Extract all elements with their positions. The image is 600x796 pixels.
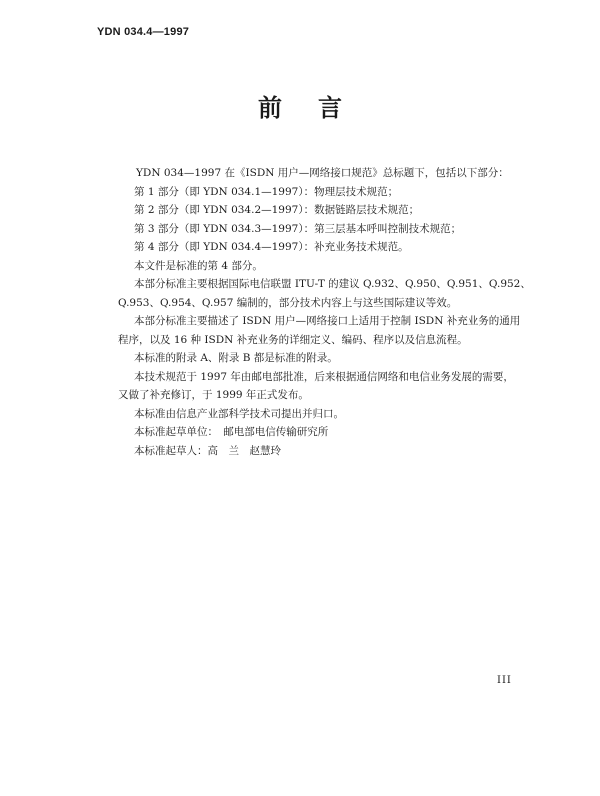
paragraph: 本文件是标准的第 4 部分。 [134, 259, 263, 272]
paragraph: 程序，以及 16 种 ISDN 补充业务的详细定义、编码、程序以及信息流程。 [118, 333, 468, 346]
page-number: III [497, 675, 512, 686]
paragraph: 本标准起草单位： 邮电部电信传输研究所 [134, 426, 329, 438]
paragraph: 第 3 部分（即 YDN 034.3—1997）：第三层基本呼叫控制技术规范； [134, 222, 462, 235]
paragraph: 本标准由信息产业部科学技术司提出并归口。 [134, 407, 344, 420]
paragraph: 本标准起草人：高 兰 赵慧玲 [134, 444, 281, 457]
page-title: 前言 [258, 93, 378, 122]
paragraph: 第 1 部分（即 YDN 034.1—1997）：物理层技术规范； [134, 185, 399, 198]
standard-code: YDN 034.4—1997 [97, 26, 190, 38]
paragraph: 第 2 部分（即 YDN 034.2—1997）：数据链路层技术规范； [134, 204, 420, 216]
paragraph: 本技术规范于 1997 年由邮电部批准，后来根据通信网络和电信业务发展的需要， [134, 370, 514, 383]
paragraph: 本标准的附录 A、附录 B 都是标准的附录。 [134, 352, 338, 364]
paragraph: Q.953、Q.954、Q.957 编制的，部分技术内容上与这些国际建议等效。 [118, 296, 458, 309]
paragraph: 又做了补充修订，于 1999 年正式发布。 [118, 389, 309, 401]
paragraph: 本部分标准主要根据国际电信联盟 ITU-T 的建议 Q.932、Q.950、Q.951、Q.952、 [134, 278, 531, 290]
body-text [118, 164, 531, 460]
paragraph: YDN 034—1997 在《ISDN 用户—网络接口规范》总标题下，包括以下部分： [136, 167, 509, 179]
paragraph: 本部分标准主要描述了 ISDN 用户—网络接口上适用于控制 ISDN 补充业务的通用 [134, 315, 521, 327]
paragraph: 第 4 部分（即 YDN 034.4—1997）：补充业务技术规范。 [134, 241, 409, 253]
